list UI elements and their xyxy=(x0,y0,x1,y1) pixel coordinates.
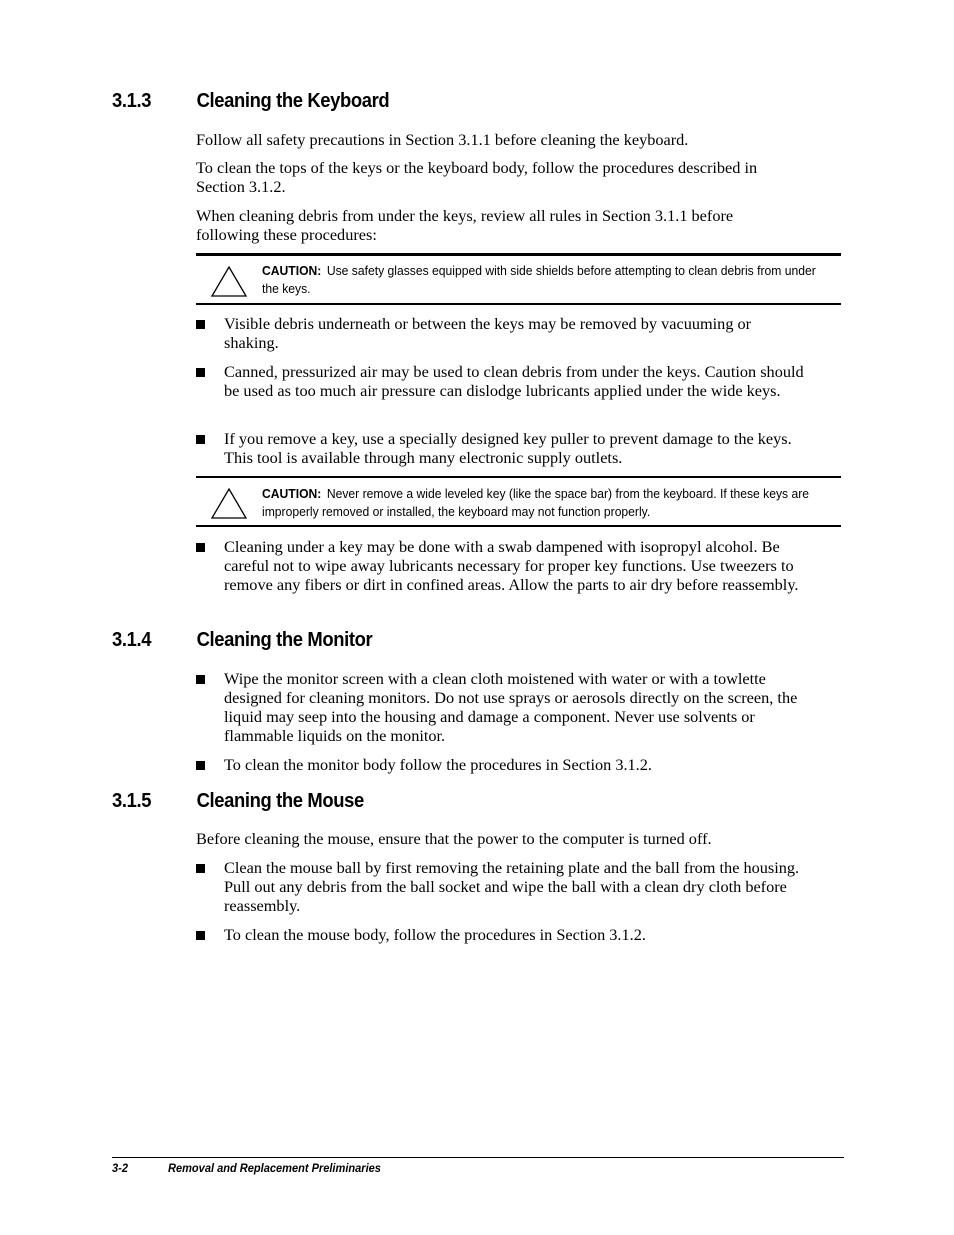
chapter-title: Removal and Replacement Preliminaries xyxy=(168,1161,381,1175)
paragraph: When cleaning debris from under the keys, review all rules in Section 3.1.1 before following these procedures: xyxy=(196,206,734,244)
warning-triangle-icon xyxy=(210,265,248,299)
list-item: Clean the mouse ball by first removing the retaining plate and the ball from the housing. Pull out any debris from the ball socket and wipe the ball with a clean dry cloth before reassembly. xyxy=(196,858,806,915)
list-item: Cleaning under a key may be done with a swab dampened with isopropyl alcohol. Be careful not to wipe away lubricants necessary for proper key functions. Use tweezers to remove any fibers or dirt in confined areas. Allow the parts to air dry before reassembly. xyxy=(196,537,806,594)
caution-label: CAUTION: xyxy=(262,263,322,278)
paragraph: To clean the tops of the keys or the keyboard body, follow the procedures described in Section 3.1.2. xyxy=(196,158,758,196)
footer-divider xyxy=(112,1157,844,1158)
warning-triangle-icon xyxy=(210,487,248,521)
section-heading-3-1-5 xyxy=(112,790,364,813)
section-number: 3.1.5 xyxy=(112,790,152,812)
section-title: Cleaning the Mouse xyxy=(196,790,364,812)
bullet-square-icon xyxy=(196,435,205,444)
section-heading-3-1-3 xyxy=(112,90,389,113)
list-item: To clean the monitor body follow the procedures in Section 3.1.2. xyxy=(196,755,806,774)
list-item: To clean the mouse body, follow the procedures in Section 3.1.2. xyxy=(196,925,806,944)
section-title: Cleaning the Keyboard xyxy=(196,90,390,112)
bullet-square-icon xyxy=(196,931,205,940)
bullet-square-icon xyxy=(196,368,205,377)
caution-label: CAUTION: xyxy=(262,486,322,501)
caution-box xyxy=(196,476,841,527)
section-number: 3.1.4 xyxy=(112,629,152,651)
bullet-square-icon xyxy=(196,761,205,770)
caution-text: CAUTION: Use safety glasses equipped with side shields before attempting to clean debris from under the keys. xyxy=(262,263,816,296)
section-title: Cleaning the Monitor xyxy=(196,629,373,651)
page-number: 3-2 xyxy=(112,1161,128,1175)
list-item: Canned, pressurized air may be used to clean debris from under the keys. Caution should be used as too much air pressure can dislodge lubricants applied under the wide keys. xyxy=(196,362,806,400)
list-item: Wipe the monitor screen with a clean cloth moistened with water or with a towlette designed for cleaning monitors. Do not use sprays or aerosols directly on the screen, the liquid may seep into the housing and damage a component. Never use solvents or flammable liquids on the monitor. xyxy=(196,669,806,745)
bullet-square-icon xyxy=(196,320,205,329)
paragraph: Follow all safety precautions in Section 3.1.1 before cleaning the keyboard. xyxy=(196,130,689,149)
bullet-square-icon xyxy=(196,543,205,552)
list-item: Visible debris underneath or between the keys may be removed by vacuuming or shaking. xyxy=(196,314,806,352)
bullet-square-icon xyxy=(196,675,205,684)
section-number: 3.1.3 xyxy=(112,90,152,112)
caution-text: CAUTION: Never remove a wide leveled key (like the space bar) from the keyboard. If these keys are improperly removed or installed, the keyboard may not function properly. xyxy=(262,486,809,519)
paragraph: Before cleaning the mouse, ensure that the power to the computer is turned off. xyxy=(196,829,712,848)
bullet-square-icon xyxy=(196,864,205,873)
list-item: If you remove a key, use a specially designed key puller to prevent damage to the keys. This tool is available through many electronic supply outlets. xyxy=(196,429,806,467)
caution-box xyxy=(196,253,841,305)
section-heading-3-1-4 xyxy=(112,629,372,652)
